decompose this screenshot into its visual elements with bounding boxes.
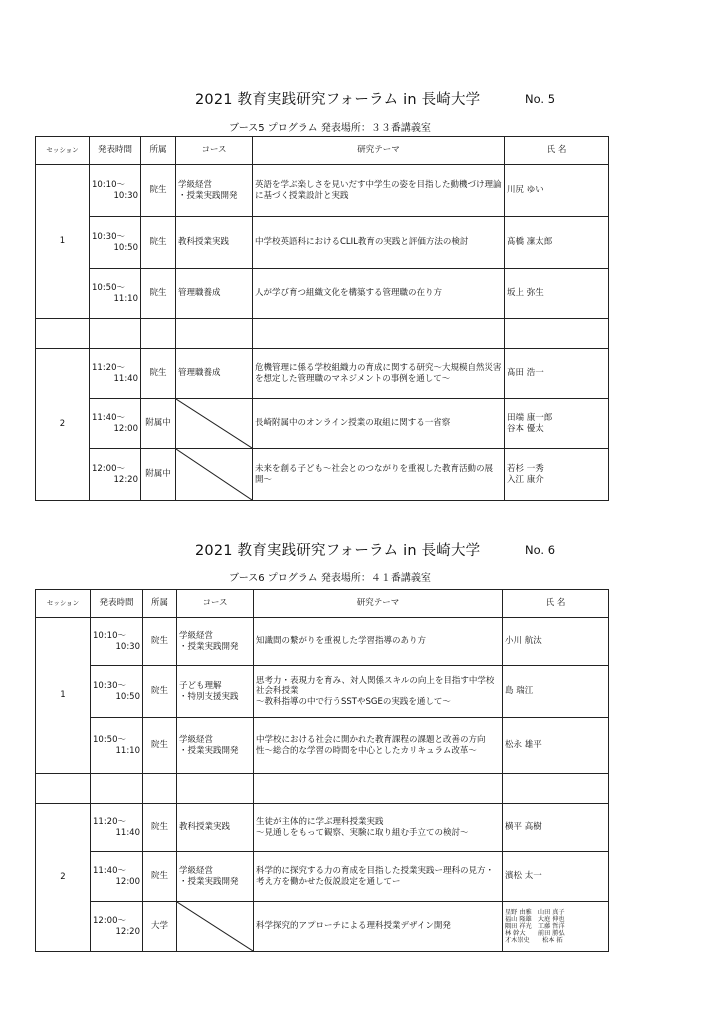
affil-cell: 附属中 — [141, 399, 176, 449]
page-title: 2021 教育実践研究フォーラム in 長崎大学 — [195, 92, 481, 108]
table-row — [36, 852, 609, 902]
time-cell: 11:40〜 12:00 — [91, 852, 143, 902]
text-line: 星野 由雅 山田 真子 — [505, 908, 565, 916]
theme-cell: 英語を学ぶ楽しさを見いだす中学生の姿を目指した動機づけ理論に基づく授業設計と実践 — [253, 165, 505, 217]
text-line: 学級経営 — [179, 735, 214, 746]
time-cell: 11:40〜 12:00 — [90, 399, 141, 449]
theme-cell: 未来を創る子ども〜社会とのつながりを重視した教育活動の展開〜 — [253, 449, 505, 501]
text-line: 思考力・表現力を育み、対人関係スキルの向上を目指す中学校社会科授業 — [256, 676, 495, 697]
theme-cell — [254, 804, 503, 852]
course-cell — [176, 349, 253, 399]
name-cell: 島 瑞江 — [503, 666, 609, 718]
text-line: 林 幹大 前田 勝弘 — [505, 930, 565, 938]
session-label: 1 — [36, 618, 91, 774]
course-cell — [176, 269, 253, 319]
time-cell: 10:50〜 11:10 — [90, 269, 141, 319]
text-line: 〜教科指導の中で行うSSTやSGEの実践を通して〜 — [256, 696, 451, 707]
page-title: 2021 教育実践研究フォーラム in 長崎大学 — [195, 543, 481, 559]
affil-cell: 院生 — [143, 852, 177, 902]
text-line: 福山 隆雄 大庭 伸也 — [505, 915, 565, 923]
break-row — [36, 774, 609, 804]
header-name: 氏 名 — [505, 137, 609, 165]
course-cell-empty — [177, 902, 254, 952]
time-cell: 10:10〜 10:30 — [91, 618, 143, 666]
table-row — [36, 217, 609, 269]
time-cell: 11:20〜 11:40 — [90, 349, 141, 399]
session-label: 2 — [36, 349, 90, 501]
name-cell: 濱松 太一 — [503, 852, 609, 902]
name-cell: 横平 高樹 — [503, 804, 609, 852]
header-affil: 所属 — [141, 137, 176, 165]
time-cell: 12:00〜 12:20 — [91, 902, 143, 952]
name-cell: 川尻 ゆい — [505, 165, 609, 217]
text-line: ・特別支援実践 — [179, 691, 239, 702]
theme-cell: 人が学び育つ組織文化を構築する管理職の在り方 — [253, 269, 505, 319]
time-cell: 10:30〜 10:50 — [91, 666, 143, 718]
affil-cell: 院生 — [143, 718, 177, 774]
name-cell — [503, 902, 609, 952]
table-row — [36, 902, 609, 952]
header-name: 氏 名 — [503, 590, 609, 618]
time-cell: 12:00〜 12:20 — [90, 449, 141, 501]
header-course: コース — [177, 590, 254, 618]
text-line: 才木崇史 松本 拓 — [505, 937, 563, 945]
theme-cell: 中学校における社会に開かれた教育課程の課題と改善の方向性〜総合的な学習の時間を中心としたカリキュラム改革〜 — [254, 718, 503, 774]
time-cell: 10:10〜 10:30 — [90, 165, 141, 217]
name-cell: 髙橋 凜太郎 — [505, 217, 609, 269]
course-cell — [177, 666, 254, 718]
diagonal-line — [176, 449, 252, 500]
name-cell — [505, 399, 609, 449]
table-row — [36, 666, 609, 718]
course-cell-empty — [176, 399, 253, 449]
text-line: 隅田 祥光 工藤 哲洋 — [505, 922, 565, 930]
text-line: ・授業実践開発 — [179, 876, 239, 887]
table-row — [36, 165, 609, 217]
program-table — [35, 136, 609, 501]
diagonal-line — [177, 902, 253, 951]
name-cell: 松永 雄平 — [503, 718, 609, 774]
text-line: 教科授業実践 — [179, 822, 231, 833]
affil-cell: 附属中 — [141, 449, 176, 501]
header-course: コース — [176, 137, 253, 165]
text-line: ・授業実践開発 — [179, 641, 239, 652]
theme-cell: 危機管理に係る学校組織力の育成に関する研究〜大規模自然災害を想定した管理職のマネジメントの事例を通して〜 — [253, 349, 505, 399]
table-row — [36, 399, 609, 449]
header-time: 発表時間 — [91, 590, 143, 618]
booth-subtitle: ブース6 プログラム 発表場所：４１番講義室 — [229, 573, 431, 584]
text-line: 学級経営 — [179, 631, 214, 642]
affil-cell: 院生 — [141, 165, 176, 217]
theme-cell: 長崎附属中のオンライン授業の取組に関する一省察 — [253, 399, 505, 449]
text-line: 入江 康介 — [507, 474, 544, 485]
header-affil: 所属 — [143, 590, 177, 618]
header-theme: 研究テーマ — [254, 590, 503, 618]
text-line: 田端 康一郎 — [507, 413, 553, 424]
table-row — [36, 618, 609, 666]
course-cell — [177, 852, 254, 902]
affil-cell: 院生 — [141, 269, 176, 319]
course-cell — [176, 217, 253, 269]
booth-subtitle: ブース5 プログラム 発表場所：３３番講義室 — [229, 123, 431, 134]
header-session: セッション — [36, 137, 90, 165]
text-line: ・授業実践開発 — [178, 190, 238, 201]
text-line: 〜見通しをもって観察、実験に取り組む手立ての検討〜 — [256, 827, 469, 838]
text-line: 管理職養成 — [178, 368, 221, 379]
theme-cell: 科学的に探究する力の育成を目指した授業実践ー理科の見方・考え方を働かせた仮説設定を通してー — [254, 852, 503, 902]
header-time: 発表時間 — [90, 137, 141, 165]
text-line: 谷本 優太 — [507, 423, 544, 434]
theme-cell — [254, 666, 503, 718]
text-line: 若杉 一秀 — [507, 464, 544, 475]
text-line: 教科授業実践 — [178, 237, 230, 248]
time-cell: 10:30〜 10:50 — [90, 217, 141, 269]
affil-cell: 院生 — [141, 217, 176, 269]
course-cell — [176, 165, 253, 217]
name-cell — [505, 449, 609, 501]
table-row — [36, 269, 609, 319]
table-row — [36, 804, 609, 852]
time-cell: 10:50〜 11:10 — [91, 718, 143, 774]
session-label: 1 — [36, 165, 90, 319]
table-row — [36, 349, 609, 399]
course-cell — [177, 804, 254, 852]
table-row — [36, 449, 609, 501]
diagonal-line — [176, 399, 252, 448]
theme-cell: 知識間の繋がりを重視した学習指導のあり方 — [254, 618, 503, 666]
break-row — [36, 319, 609, 349]
booth-number: No. 5 — [525, 92, 556, 106]
text-line: 学級経営 — [178, 180, 213, 191]
text-line: 学級経営 — [179, 866, 214, 877]
name-cell: 髙田 浩一 — [505, 349, 609, 399]
affil-cell: 院生 — [143, 618, 177, 666]
name-cell: 坂上 弥生 — [505, 269, 609, 319]
text-line: 子ども理解 — [179, 681, 222, 692]
text-line: ・授業実践開発 — [179, 745, 239, 756]
booth-number: No. 6 — [525, 543, 556, 557]
course-cell — [177, 618, 254, 666]
affil-cell: 院生 — [143, 666, 177, 718]
header-theme: 研究テーマ — [253, 137, 505, 165]
theme-cell: 科学探究的アプローチによる理科授業デザイン開発 — [254, 902, 503, 952]
affil-cell: 大学 — [143, 902, 177, 952]
text-line: 生徒が主体的に学ぶ理科授業実践 — [256, 817, 384, 828]
affil-cell: 院生 — [143, 804, 177, 852]
program-table — [35, 589, 609, 952]
affil-cell: 院生 — [141, 349, 176, 399]
name-cell: 小川 航汰 — [503, 618, 609, 666]
header-session: セッション — [36, 590, 91, 618]
course-cell — [177, 718, 254, 774]
table-row — [36, 718, 609, 774]
time-cell: 11:20〜 11:40 — [91, 804, 143, 852]
text-line: 管理職養成 — [178, 288, 221, 299]
course-cell-empty — [176, 449, 253, 501]
theme-cell: 中学校英語科におけるCLIL教育の実践と評価方法の検討 — [253, 217, 505, 269]
session-label: 2 — [36, 804, 91, 952]
